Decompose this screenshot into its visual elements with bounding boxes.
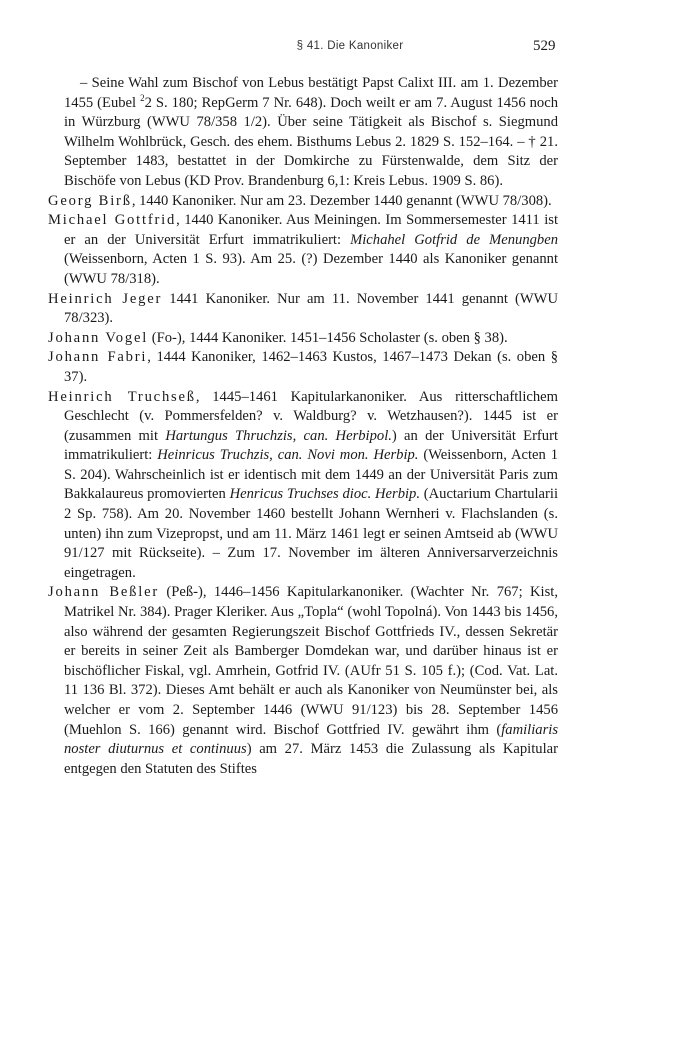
canon-name: Georg Birß xyxy=(48,192,132,209)
latin-quote: familiaris noster diuturnus et continuus xyxy=(64,721,558,758)
page-number: 529 xyxy=(533,38,556,54)
page-header xyxy=(0,38,700,58)
canon-name: Heinrich Jeger xyxy=(48,290,163,307)
text-run: , 1445–1461 Kapitularkanoniker. Aus ritterschaftlichem Geschlecht (v. Pommersfelden? v. Waldburg? v. Wetzhausen?). 1445 ist er (zusammen mit xyxy=(64,388,558,444)
text-run: ) an der Universität Erfurt immatrikuliert: xyxy=(64,427,559,464)
canon-entry xyxy=(48,348,558,387)
text-run: (Peß-), 1446–1456 Kapitularkanoniker. (Wachter Nr. 767; Kist, Matrikel Nr. 384). Prager Kleriker. Aus „Topla“ (wohl Topolná). Von 1443 bis 1456, also während der gesamten Regierungszeit Bischof Gottfrieds IV., dessen Sekretär er bereits in seiner Zeit als Bamberger Domdekan war, und darüber hinaus ist er bischöflicher Fiskal, vgl. Amrhein, Gotfrid IV. (AUfr 51 S. 105 f.); (Cod. Vat. Lat. 11 136 Bl. 372). Dieses Amt behält er auch als Kanoniker von Neumünster bei, als welcher er vom 2. September 1446 (WWU 91/123) bis 28. September 1456 (Muehlon S. 166) genannt wird. Bischof Gottfried IV. gewährt ihm ( xyxy=(64,584,558,738)
latin-quote: Heinricus Truchzis, can. Novi mon. Herbip. xyxy=(157,447,419,464)
text-run: 1441 Kanoniker. Nur am 11. November 1441 genannt (WWU 78/323). xyxy=(64,290,558,327)
text-run: , 1440 Kanoniker. Nur am 23. Dezember 1440 genannt (WWU 78/308). xyxy=(131,192,552,209)
text-run: ) am 27. März 1453 die Zulassung als Kapitular entgegen den Statuten des Stiftes xyxy=(64,741,558,777)
canon-name: Johann Fabri xyxy=(48,349,148,366)
latin-quote: Hartungus Thruchzis, can. Herbipol. xyxy=(165,427,392,444)
text-run: (Auctarium Chartularii 2 Sp. 758). Am 20. November 1460 bestellt Johann Wernheri v. Flachslanden (s. unten) ihn zum Vizepropst, und am 11. März 1461 legt er seinen Amtseid ab (WWU 91/127 mit Rückseite). – Zum 17. November im älteren Anniversarverzeichnis eingetragen. xyxy=(64,486,558,581)
text-run: – Seine Wahl zum Bischof von Lebus bestätigt Papst Calixt III. am 1. Dezember 1455 (Eubel xyxy=(64,75,558,111)
text-run: , 1444 Kanoniker, 1462–1463 Kustos, 1467–1473 Dekan (s. oben § 37). xyxy=(64,349,558,385)
canon-entry xyxy=(48,290,558,329)
body-text xyxy=(48,74,558,779)
text-run: (Fo-), 1444 Kanoniker. 1451–1456 Scholaster (s. oben § 38). xyxy=(148,329,508,346)
canon-entry xyxy=(48,211,558,289)
text-run: , 1440 Kanoniker. Aus Meiningen. Im Sommersemester 1411 ist er an der Universität Erfurt immatrikuliert: xyxy=(64,212,558,248)
canon-entry xyxy=(48,388,558,584)
canon-name: Johann Vogel xyxy=(48,329,149,346)
paragraph xyxy=(48,74,558,192)
canon-entry xyxy=(48,583,558,779)
canon-name: Johann Beßler xyxy=(48,584,160,601)
text-run: 2 xyxy=(140,92,145,103)
text-run: (Weissenborn, Acten 1 S. 93). Am 25. (?) Dezember 1440 als Kanoniker genannt (WWU 78/318). xyxy=(64,251,558,287)
latin-quote: Henricus Truchses dioc. Herbip. xyxy=(229,486,420,503)
text-run: (Weissenborn, Acten 1 S. 204). Wahrscheinlich ist er identisch mit dem 1449 an der Universität Paris zum Bakkalaureus promovierten xyxy=(64,447,558,503)
canon-name: Michael Gottfrid xyxy=(48,212,177,229)
canon-entry xyxy=(48,329,558,349)
latin-quote: Michahel Gotfrid de Menungben xyxy=(350,231,558,248)
canon-name: Heinrich Truchseß xyxy=(48,388,196,405)
running-head: § 41. Die Kanoniker xyxy=(296,40,404,52)
text-run: 2 S. 180; RepGerm 7 Nr. 648). Doch weilt er am 7. August 1456 noch in Würzburg (WWU 78/358 1/2). Über seine Tätigkeit als Bischof s. Siegmund Wilhelm Wohlbrück, Gesch. des ehem. Bisthums Lebus 2. 1829 S. 152–164. – † 21. September 1483, bestattet in der Domkirche zu Fürstenwalde, dem Sitz der Bischöfe von Lebus (KD Prov. Brandenburg 6,1: Kreis Lebus. 1909 S. 86). xyxy=(64,94,558,189)
canon-entry xyxy=(48,192,558,212)
